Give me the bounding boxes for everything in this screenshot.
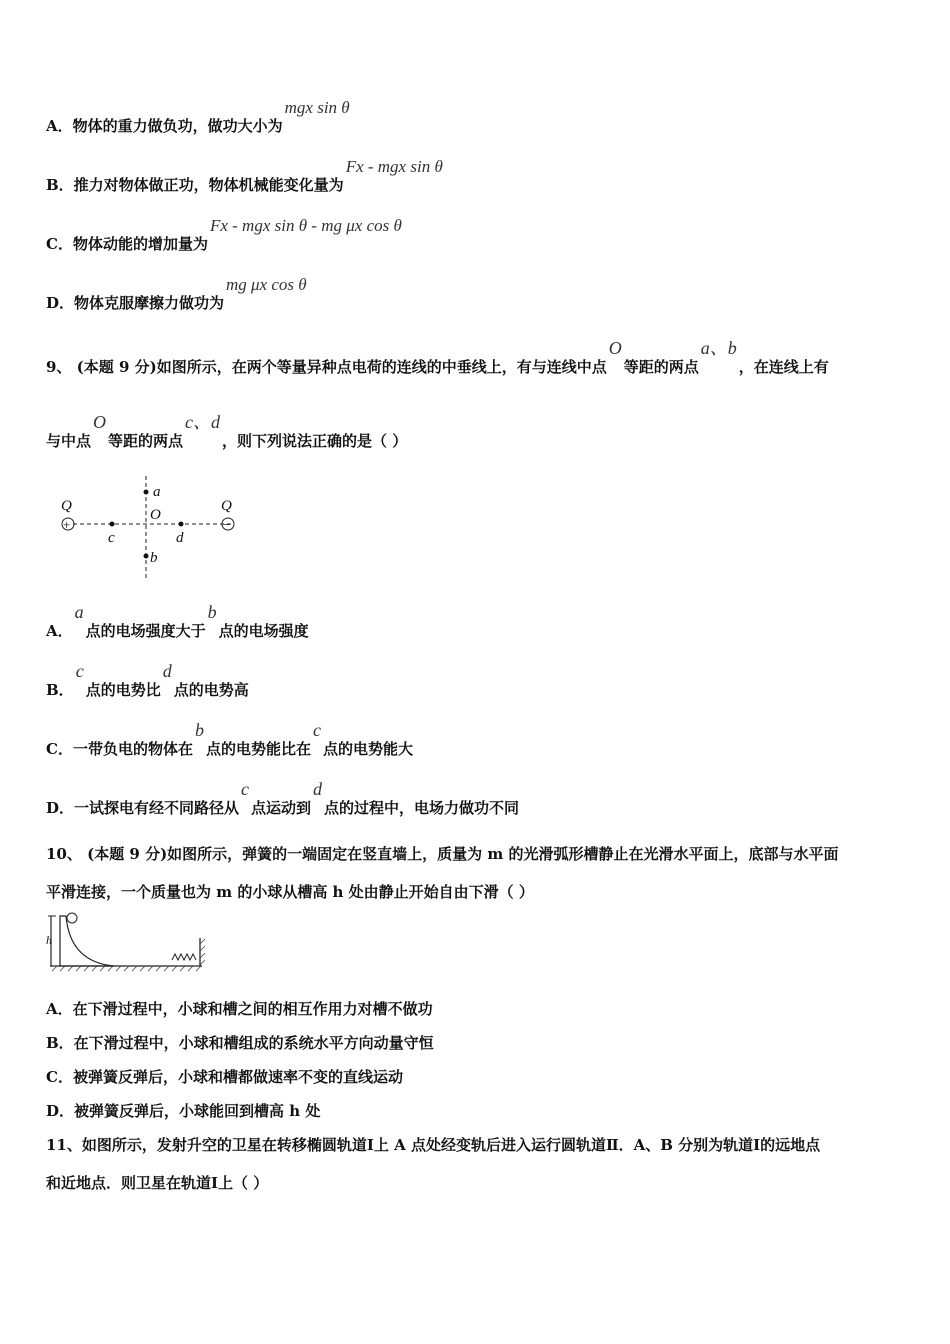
var-cd: c、d xyxy=(185,412,221,432)
label-a: a xyxy=(153,484,161,500)
wall-hatch xyxy=(200,939,205,965)
q10-option-d: D．被弹簧反弹后，小球能回到槽高 h 处 xyxy=(46,1102,321,1120)
q8-option-c: C．物体动能的增加量为Fx - mgx sin θ - mg μx cos θ xyxy=(46,216,402,253)
math-expression: mg μx cos θ xyxy=(226,275,307,294)
math-expression: Fx - mgx sin θ - mg μx cos θ xyxy=(209,216,402,235)
q10-option-b: B．在下滑过程中，小球和槽组成的系统水平方向动量守恒 xyxy=(46,1034,434,1052)
spring-slope-diagram xyxy=(44,910,209,972)
q9-option-a: A．a点的电场强度大于b点的电场强度 xyxy=(46,602,309,640)
q8-option-a: A．物体的重力做负功，做功大小为mgx sin θ xyxy=(46,98,350,135)
label-d: d xyxy=(176,530,184,546)
ground-hatch xyxy=(52,966,201,971)
label-Q-right: Q xyxy=(221,498,232,514)
q10-option-c: C．被弹簧反弹后，小球和槽都做速率不变的直线运动 xyxy=(46,1068,403,1086)
q10-stem-line1: 10、 (本题 9 分)如图所示，弹簧的一端固定在竖直墙上，质量为 m 的光滑弧形槽静止在光滑水平面上，底部与水平面 xyxy=(46,845,839,863)
point-b xyxy=(144,554,149,559)
q10-option-a: A．在下滑过程中，小球和槽之间的相互作用力对槽不做功 xyxy=(46,1000,433,1018)
label-Q-left: Q xyxy=(61,498,72,514)
label-c: c xyxy=(108,530,115,546)
q8-option-b: B．推力对物体做正功，物体机械能变化量为Fx - mgx sin θ xyxy=(46,157,443,194)
var-O: O xyxy=(93,412,107,432)
q11-stem-line1: 11、如图所示，发射升空的卫星在转移椭圆轨道Ⅰ上 A 点处经变轨后进入运行圆轨道Ⅱ．A、B 分别为轨道Ⅰ的远地点 xyxy=(46,1136,821,1154)
q9-option-b: B．c点的电势比d点的电势高 xyxy=(46,661,249,699)
label-b: b xyxy=(150,550,158,566)
minus-sign: − xyxy=(223,517,231,532)
var-O: O xyxy=(608,338,622,358)
plus-sign: + xyxy=(63,517,71,532)
var-ab: a、b xyxy=(700,338,737,358)
q10-stem-line2: 平滑连接，一个质量也为 m 的小球从槽高 h 处由静止开始自由下滑（ ） xyxy=(46,883,534,901)
point-d xyxy=(179,522,184,527)
q9-stem-line1: 9、 (本题 9 分)如图所示，在两个等量异种点电荷的连线的中垂线上，有与连线中点O等距的两点a、b，在连线上有 xyxy=(46,338,829,376)
math-expression: mgx sin θ xyxy=(284,98,350,117)
spring xyxy=(172,954,196,960)
q8-option-d: D．物体克服摩擦力做功为mg μx cos θ xyxy=(46,275,307,312)
q9-stem-line2: 与中点O等距的两点c、d，则下列说法正确的是（ ） xyxy=(46,412,408,450)
q11-stem-line2: 和近地点．则卫星在轨道Ⅰ上（ ） xyxy=(46,1174,269,1192)
math-expression: Fx - mgx sin θ xyxy=(345,157,443,176)
point-a xyxy=(144,490,149,495)
label-O: O xyxy=(150,507,161,523)
ball xyxy=(67,913,77,923)
q9-option-c: C．一带负电的物体在b点的电势能比在c点的电势能大 xyxy=(46,720,413,758)
q9-option-d: D．一试探电有经不同路径从c点运动到d点的过程中，电场力做功不同 xyxy=(46,779,520,817)
curved-slot xyxy=(60,916,114,966)
label-h: h xyxy=(46,933,52,947)
charge-diagram xyxy=(55,472,255,584)
point-c xyxy=(110,522,115,527)
